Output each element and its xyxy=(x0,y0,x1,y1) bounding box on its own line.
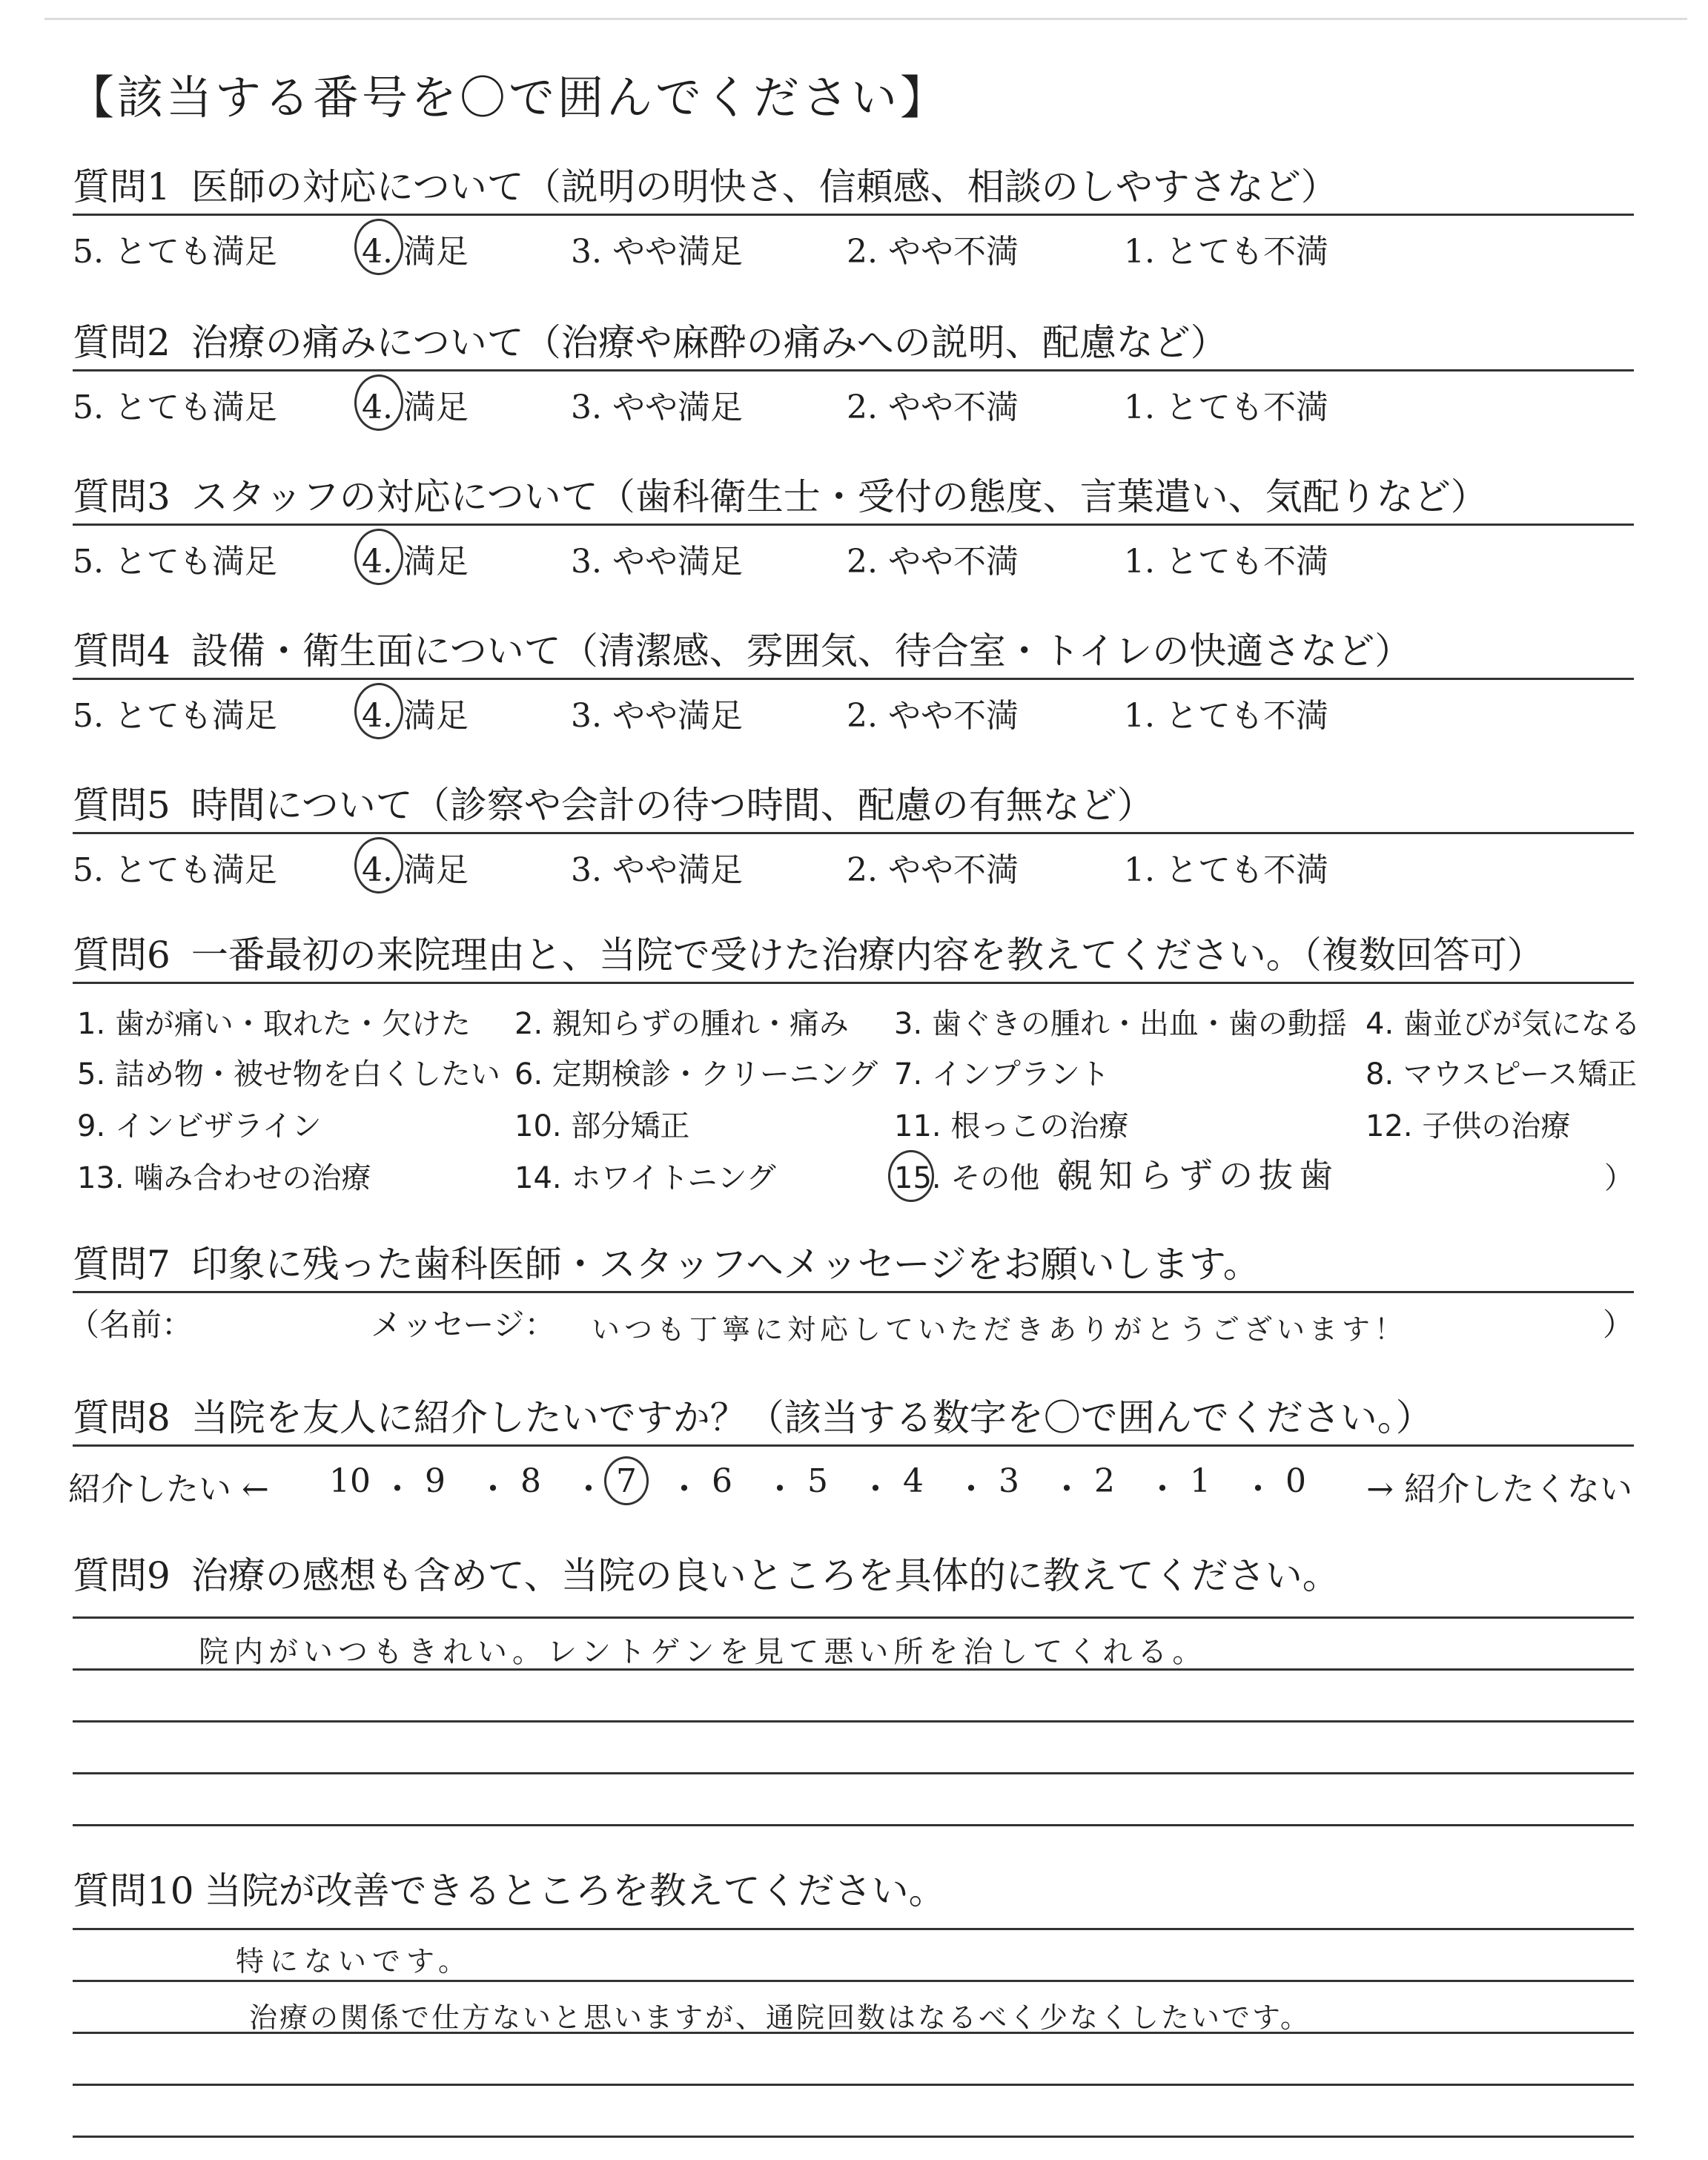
q6-options xyxy=(73,984,1641,1199)
selection-circle xyxy=(604,1456,649,1505)
rating-option[interactable]: 5. とても満足 xyxy=(73,543,277,581)
message-label: メッセージ： xyxy=(371,1307,556,1343)
scale-value[interactable]: 3 xyxy=(999,1462,1019,1500)
question-text: 治療の感想も含めて、当院の良いところを具体的に教えてください。 xyxy=(191,1554,1340,1597)
question-3 xyxy=(73,475,1634,581)
scale-value[interactable]: 1 xyxy=(1190,1462,1211,1500)
scale-value[interactable]: 7 xyxy=(616,1462,637,1500)
selection-circle xyxy=(354,219,403,275)
answer-line xyxy=(73,1928,1634,1930)
rating-option[interactable]: 4. 満足 xyxy=(362,389,469,426)
question-number: 質問3 xyxy=(73,475,171,518)
question-7-title xyxy=(73,1242,1634,1287)
question-3-title xyxy=(73,475,1634,519)
scan-edge xyxy=(44,18,1687,20)
scale-value[interactable]: 4 xyxy=(903,1462,924,1500)
q6-option[interactable]: 13. 噛み合わせの治療 xyxy=(77,1161,371,1195)
question-10 xyxy=(73,1869,1634,1913)
question-number: 質問2 xyxy=(73,321,171,364)
scale-separator: ・ xyxy=(477,1470,509,1508)
question-5 xyxy=(73,783,1634,889)
question-text: 時間について（診察や会計の待つ時間、配慮の有無など） xyxy=(191,784,1154,827)
answer-line xyxy=(73,1824,1634,1826)
question-number: 質問8 xyxy=(73,1396,171,1439)
answer-line xyxy=(73,1668,1634,1671)
question-9 xyxy=(73,1553,1634,1598)
q10-answer-line1-handwritten: 特にないです。 xyxy=(236,1945,472,1978)
question-number: 質問7 xyxy=(73,1243,171,1286)
rating-option[interactable]: 4. 満足 xyxy=(362,697,469,735)
rating-options xyxy=(73,834,1634,889)
rating-option[interactable]: 4. 満足 xyxy=(362,543,469,581)
scale-value[interactable]: 0 xyxy=(1285,1462,1306,1500)
scale-separator: ・ xyxy=(1242,1470,1274,1508)
q6-option[interactable]: 15. その他（ xyxy=(894,1161,1070,1195)
scale-left-label: 紹介したい ← xyxy=(68,1470,269,1508)
rating-option[interactable]: 5. とても満足 xyxy=(73,233,277,271)
answer-line xyxy=(73,2084,1634,2086)
rating-option[interactable]: 5. とても満足 xyxy=(73,697,277,735)
rating-option[interactable]: 2. やや不満 xyxy=(847,697,1019,735)
answer-line xyxy=(73,1616,1634,1619)
rating-option[interactable]: 4. 満足 xyxy=(362,233,469,271)
answer-line xyxy=(73,1980,1634,1982)
question-text: 医師の対応について（説明の明快さ、信頼感、相談のしやすさなど） xyxy=(191,165,1338,208)
rating-option[interactable]: 1. とても不満 xyxy=(1124,851,1328,889)
scale-separator: ・ xyxy=(572,1470,605,1508)
rating-option[interactable]: 1. とても不満 xyxy=(1124,697,1328,735)
question-2-title xyxy=(73,320,1634,365)
scale-value[interactable]: 6 xyxy=(712,1462,732,1500)
scale-separator: ・ xyxy=(668,1470,701,1508)
answer-line xyxy=(73,2032,1634,2034)
q6-option[interactable]: 3. 歯ぐきの腫れ・出血・歯の動揺 xyxy=(894,1007,1347,1041)
answer-line xyxy=(73,1720,1634,1723)
selection-circle xyxy=(354,683,403,739)
q6-option[interactable]: 5. 詰め物・被せ物を白くしたい xyxy=(77,1057,500,1091)
q6-option[interactable]: 11. 根っこの治療 xyxy=(894,1109,1129,1143)
question-number: 質問5 xyxy=(73,784,171,827)
q6-other-handwritten: 親知らずの抜歯 xyxy=(1059,1155,1339,1195)
scale-separator: ・ xyxy=(859,1470,892,1508)
selection-circle xyxy=(354,374,403,431)
answer-line xyxy=(73,2136,1634,2138)
question-4 xyxy=(73,629,1634,735)
question-8-title xyxy=(73,1396,1634,1440)
question-6 xyxy=(73,933,1641,1199)
scale-right-label: → 紹介したくない xyxy=(1366,1470,1632,1508)
rating-option[interactable]: 1. とても不満 xyxy=(1124,233,1328,271)
scale-separator: ・ xyxy=(1146,1470,1179,1508)
question-1-title xyxy=(73,165,1634,209)
question-number: 質問6 xyxy=(73,934,171,977)
rating-option[interactable]: 5. とても満足 xyxy=(73,851,277,889)
q6-option[interactable]: 14. ホワイトニング xyxy=(514,1161,776,1195)
rating-option[interactable]: 3. やや満足 xyxy=(571,697,743,735)
question-text: 治療の痛みについて（治療や麻酔の痛みへの説明、配慮など） xyxy=(191,321,1228,364)
rating-option[interactable]: 3. やや満足 xyxy=(571,543,743,581)
question-text: 当院が改善できるところを教えてください。 xyxy=(204,1869,946,1912)
q6-option[interactable]: 4. 歯並びが気になる xyxy=(1366,1007,1641,1041)
scale-separator: ・ xyxy=(764,1470,796,1508)
question-7 xyxy=(68,1242,1634,1346)
rating-option[interactable]: 5. とても満足 xyxy=(73,389,277,426)
selection-circle xyxy=(354,529,403,585)
rating-option[interactable]: 1. とても不満 xyxy=(1124,543,1328,581)
q6-option[interactable]: 7. インプラント xyxy=(894,1057,1110,1091)
rating-option[interactable]: 1. とても不満 xyxy=(1124,389,1328,426)
scale-separator: ・ xyxy=(381,1470,414,1508)
selection-circle xyxy=(354,837,403,894)
question-number: 質問10 xyxy=(73,1869,194,1912)
q6-option[interactable]: 1. 歯が痛い・取れた・欠けた xyxy=(77,1007,471,1041)
rating-option[interactable]: 2. やや不満 xyxy=(847,543,1019,581)
question-rule xyxy=(73,1444,1634,1447)
rating-option[interactable]: 2. やや不満 xyxy=(847,233,1019,271)
rating-options xyxy=(73,216,1634,271)
q6-option[interactable]: 9. インビザライン xyxy=(77,1109,322,1143)
rating-option[interactable]: 3. やや満足 xyxy=(571,233,743,271)
question-8 xyxy=(73,1396,1634,1447)
scale-value[interactable]: 9 xyxy=(425,1462,446,1500)
rating-option[interactable]: 2. やや不満 xyxy=(847,389,1019,426)
q7-answer-row xyxy=(68,1293,1634,1346)
question-number: 質問4 xyxy=(73,630,171,673)
q9-answer-handwritten: 院内がいつもきれい。レントゲンを見て悪い所を治してくれる。 xyxy=(199,1635,1208,1669)
rating-options xyxy=(73,526,1634,581)
rating-options xyxy=(73,371,1634,426)
question-6-title xyxy=(73,933,1634,977)
question-5-title xyxy=(73,783,1634,828)
message-handwritten: いつも丁寧に対応していただきありがとうございます！ xyxy=(592,1313,1408,1346)
question-2 xyxy=(73,320,1634,426)
question-4-title xyxy=(73,629,1634,673)
question-text: スタッフの対応について（歯科衛生士・受付の態度、言葉遣い、気配りなど） xyxy=(191,475,1488,518)
rating-option[interactable]: 2. やや不満 xyxy=(847,851,1019,889)
question-10-title xyxy=(73,1869,1634,1913)
question-text: 設備・衛生面について（清潔感、雰囲気、待合室・トイレの快適さなど） xyxy=(191,630,1412,673)
rating-options xyxy=(73,680,1634,735)
close-paren: ） xyxy=(1602,1307,1634,1343)
q6-option[interactable]: 6. 定期検診・クリーニング xyxy=(514,1057,878,1091)
scale-value[interactable]: 10 xyxy=(329,1462,371,1500)
close-paren: ） xyxy=(1604,1161,1634,1195)
answer-line xyxy=(73,1772,1634,1774)
scale-value[interactable]: 5 xyxy=(807,1462,828,1500)
rating-option[interactable]: 4. 満足 xyxy=(362,851,469,889)
selection-circle xyxy=(888,1150,934,1202)
scale-value[interactable]: 2 xyxy=(1094,1462,1115,1500)
scale-separator: ・ xyxy=(955,1470,987,1508)
scale-value[interactable]: 8 xyxy=(520,1462,541,1500)
q10-answer-line2-handwritten: 治療の関係で仕方ないと思いますが、通院回数はなるべく少なくしたいです。 xyxy=(249,2001,1311,2034)
page-heading: 【該当する番号を〇で囲んでください】 xyxy=(68,70,950,125)
question-text: 一番最初の来院理由と、当院で受けた治療内容を教えてください。（複数回答可） xyxy=(191,934,1544,977)
q6-option[interactable]: 8. マウスピース矯正 xyxy=(1366,1057,1638,1091)
q6-option[interactable]: 10. 部分矯正 xyxy=(514,1109,690,1143)
q6-option[interactable]: 2. 親知らずの腫れ・痛み xyxy=(514,1007,849,1041)
question-1 xyxy=(73,165,1634,271)
q6-option[interactable]: 12. 子供の治療 xyxy=(1366,1109,1571,1143)
question-text: 当院を友人に紹介したいですか？（該当する数字を〇で囲んでください。） xyxy=(191,1396,1433,1439)
rating-option[interactable]: 3. やや満足 xyxy=(571,389,743,426)
question-number: 質問9 xyxy=(73,1554,171,1597)
scale-separator: ・ xyxy=(1050,1470,1083,1508)
question-9-title xyxy=(73,1553,1634,1598)
rating-option[interactable]: 3. やや満足 xyxy=(571,851,743,889)
question-number: 質問1 xyxy=(73,165,171,208)
question-text: 印象に残った歯科医師・スタッフへメッセージをお願いします。 xyxy=(191,1243,1260,1286)
name-label: （名前： xyxy=(68,1307,193,1343)
